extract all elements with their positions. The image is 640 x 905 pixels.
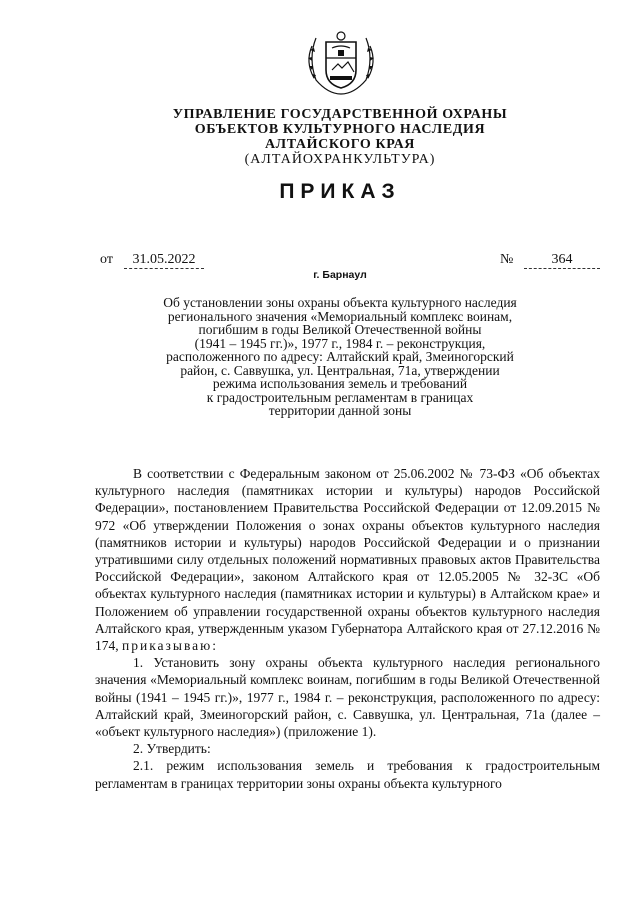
order-body — [95, 465, 600, 792]
clause-2-1: 2.1. режим использования земель и требования к градостроительным регламентам в границах территории зоны охраны объекта культурного — [95, 758, 600, 791]
coat-of-arms-icon — [302, 28, 380, 98]
number-value: 364 — [524, 252, 600, 269]
preamble-paragraph — [95, 465, 600, 654]
date-value: 31.05.2022 — [124, 252, 204, 269]
date-label: от — [100, 252, 113, 267]
agency-name-line-1: УПРАВЛЕНИЕ ГОСУДАРСТВЕННОЙ ОХРАНЫ — [172, 107, 508, 122]
subject-line: регионального значения «Мемориальный комплекс воинам, — [167, 308, 513, 324]
subject-line: расположенного по адресу: Алтайский край, Змеиногорский — [166, 349, 514, 364]
clause-1: 1. Установить зону охраны объекта культурного наследия регионального значения «Мемориальный комплекс воинам, погибшим в годы Великой Отечественной войны (1941 – 1945 гг.)», 1977 г., 1984 г. – реконструкция, расположенного по адресу: Алтайский край, Змеиногорский район, с. Саввушка, ул. Центральная, 71а (далее – «объект культурного наследия») (приложение 1). — [95, 655, 600, 740]
subject-line: режима использования земель и требований — [212, 376, 468, 391]
agency-abbreviation: (АЛТАЙОХРАНКУЛЬТУРА) — [244, 152, 436, 167]
subject-line: Об установлении зоны охраны объекта культурного наследия — [163, 295, 517, 310]
agency-name-line-3: АЛТАЙСКОГО КРАЯ — [264, 137, 416, 152]
agency-name-line-2: ОБЪЕКТОВ КУЛЬТУРНОГО НАСЛЕДИЯ — [194, 122, 486, 137]
city: г. Барнаул — [313, 269, 367, 281]
document-title: ПРИКАЗ — [279, 180, 401, 203]
clause-2: 2. Утвердить: — [133, 741, 211, 757]
subject-line: район, с. Саввушка, ул. Центральная, 71а, утверждении — [180, 362, 500, 378]
number-label: № — [500, 252, 514, 267]
subject-line: погибшим в годы Великой Отечественной войны — [198, 322, 482, 337]
order-subject — [130, 296, 550, 418]
order-word: приказываю: — [122, 638, 218, 654]
subject-line: (1941 – 1945 гг.)», 1977 г., 1984 г. – реконструкция, — [194, 335, 486, 351]
preamble-text: В соответствии с Федеральным законом от 25.06.2002 № 73-ФЗ «Об объектах культурного наследия (памятниках истории и культуры) народов Российской Федерации», постановлением Правительства Российской Федерации от 12.09.2015 № 972 «Об утверждении Положения о зонах охраны объектов культурного наследия (памятников истории и культуры) народов Российской Федерации и о признании утратившими силу отдельных положений нормативных правовых актов Правительства Российской Федерации», законом Алтайского края от 12.05.2005 № 32-ЗС «Об объектах культурного наследия (памятниках истории и культуры) в Алтайском крае» и Положением об управлении государственной охраны объектов культурного наследия Алтайского края, утвержденным указом Губернатора Алтайского края от 27.12.2016 № 174, — [95, 466, 600, 654]
subject-line: к градостроительным регламентам в границах — [206, 389, 474, 405]
subject-line: территории данной зоны — [268, 403, 412, 418]
